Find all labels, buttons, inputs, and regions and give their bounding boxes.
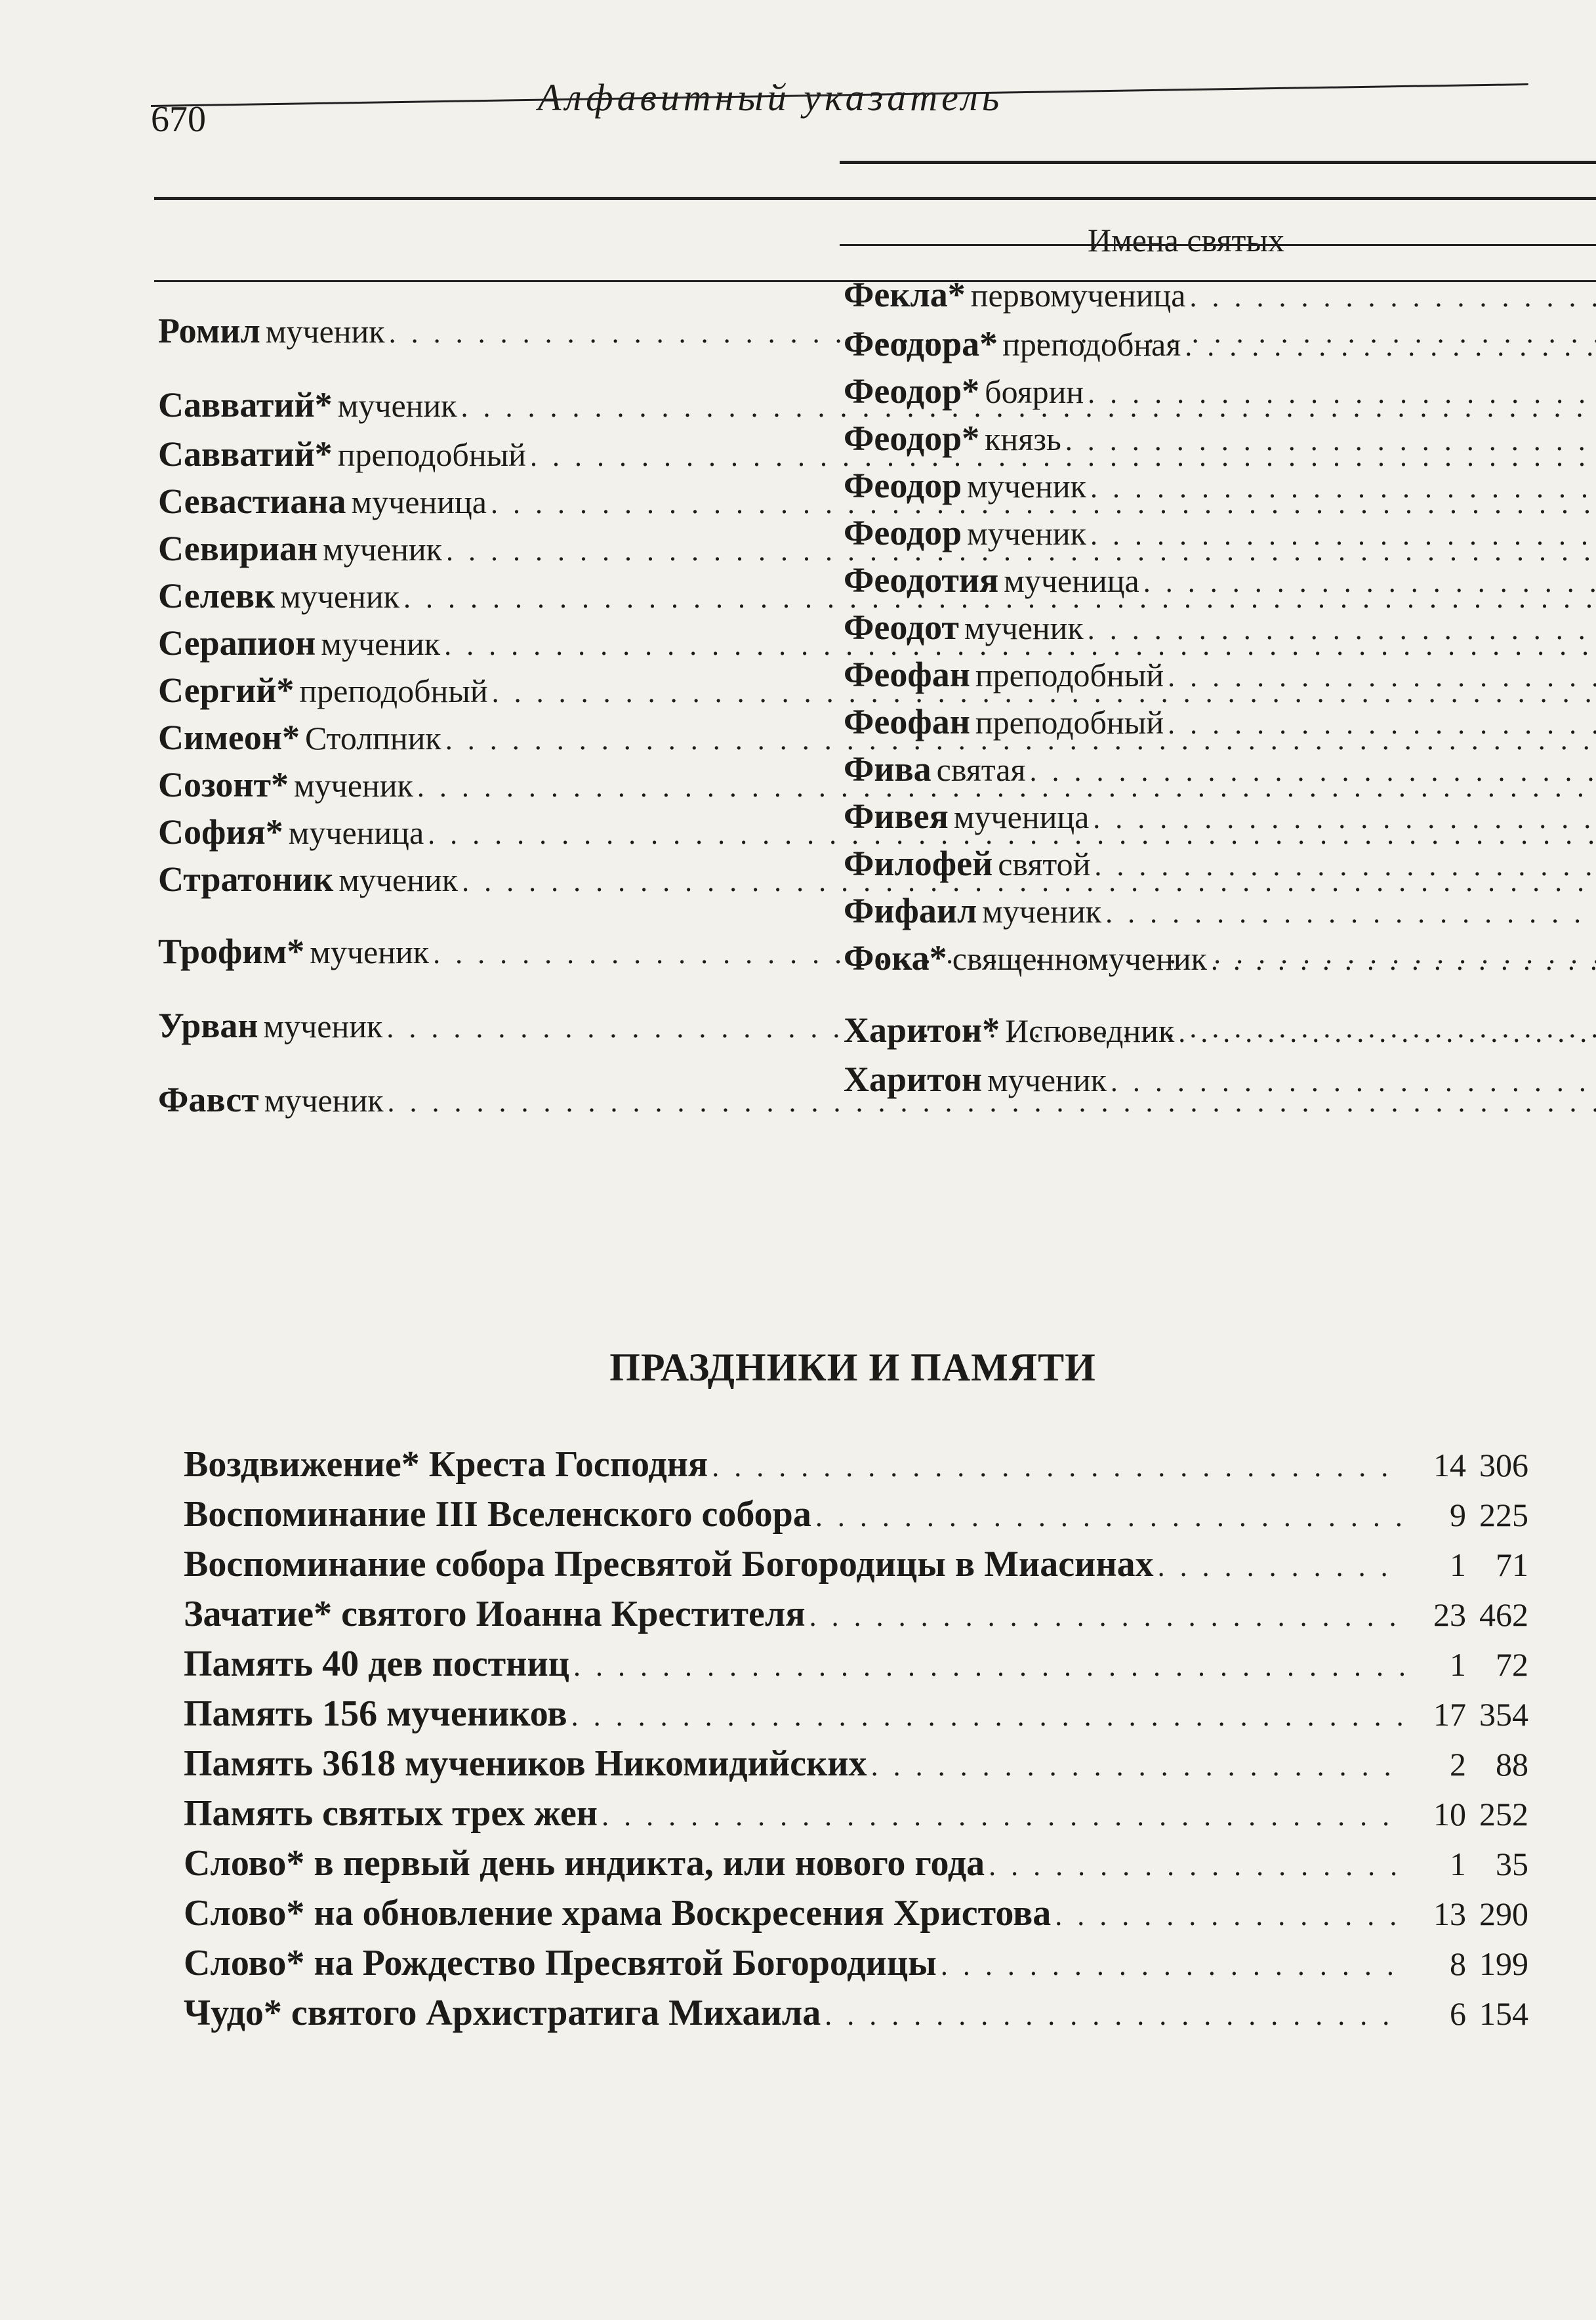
feast-day: 8 <box>1450 1945 1466 1982</box>
saint-name: Ромил <box>158 311 260 350</box>
feast-title: Воспоминание собора Пресвятой Богородицы в Миасинах <box>184 1544 1154 1585</box>
list-item <box>184 1842 1528 1892</box>
leader-dots <box>989 1849 1404 1882</box>
table-row <box>840 1056 1596 1103</box>
saint-desc: Исповедник <box>1005 1012 1175 1049</box>
saint-desc: князь <box>985 421 1061 457</box>
saint-desc: мученица <box>351 484 487 520</box>
saint-desc: мученик <box>264 1082 384 1119</box>
feast-day: 13 <box>1433 1895 1466 1932</box>
leader-dots <box>1168 707 1596 741</box>
leader-dots <box>1178 1016 1596 1049</box>
saint-desc: мученица <box>288 814 424 851</box>
saints-table-right <box>840 161 1596 1103</box>
saint-name: Фивея <box>844 797 949 836</box>
saint-desc: мученик <box>987 1062 1107 1098</box>
saint-name: Феодотия <box>844 560 999 600</box>
table-row <box>840 840 1596 887</box>
leader-dots <box>1111 1065 1596 1098</box>
leader-dots <box>1093 802 1596 835</box>
leader-dots <box>809 1600 1404 1633</box>
saint-desc: мученица <box>953 798 1090 835</box>
saint-name: Феодор* <box>844 419 980 458</box>
saint-desc: преподобный <box>975 704 1164 741</box>
leader-dots <box>1185 329 1596 363</box>
saint-desc: мученик <box>263 1008 383 1045</box>
saint-desc: святой <box>998 846 1091 882</box>
list-item <box>184 1693 1528 1743</box>
feast-title: Слово* на обновление храма Воскресения Христова <box>184 1893 1052 1934</box>
saint-name: Фока* <box>844 938 947 978</box>
column-header-names <box>840 163 1596 245</box>
saint-name: Феодор* <box>844 371 980 411</box>
list-item <box>184 1593 1528 1643</box>
saint-name: Феодора* <box>844 324 998 363</box>
feast-page: 354 <box>1479 1696 1528 1733</box>
saint-desc: священномученик <box>952 940 1207 977</box>
saint-desc: первомученица <box>970 277 1186 314</box>
feast-title: Память 40 дев постниц <box>184 1644 569 1684</box>
saint-name: Серапион <box>158 623 316 663</box>
saint-name: Фива <box>844 749 931 789</box>
list-item <box>184 1493 1528 1543</box>
saint-name: Сергий* <box>158 671 295 710</box>
feast-page: 71 <box>1496 1546 1528 1583</box>
feast-day: 1 <box>1450 1546 1466 1583</box>
table-row <box>840 651 1596 698</box>
saint-desc: святая <box>936 751 1026 788</box>
leader-dots <box>571 1699 1404 1733</box>
feast-page: 88 <box>1496 1746 1528 1783</box>
feast-page: 290 <box>1479 1895 1528 1932</box>
column-header-names: Имена святых <box>154 199 1596 281</box>
table-row <box>840 320 1596 367</box>
feasts-list <box>184 1443 1528 2042</box>
feast-day: 1 <box>1450 1846 1466 1882</box>
feast-page: 72 <box>1496 1646 1528 1683</box>
leader-dots <box>602 1799 1404 1833</box>
leader-dots <box>1088 377 1596 410</box>
leader-dots <box>815 1500 1404 1533</box>
feast-title: Чудо* святого Архистратига Михаила <box>184 1993 821 2033</box>
saint-desc: преподобная <box>1002 326 1181 363</box>
saint-name: Феофан <box>844 702 970 741</box>
table-row <box>840 934 1596 982</box>
table-row <box>840 367 1596 415</box>
list-item <box>184 1743 1528 1792</box>
saint-name: Созонт* <box>158 765 289 804</box>
leader-dots <box>1094 849 1596 882</box>
feast-page: 225 <box>1479 1497 1528 1533</box>
list-item <box>184 1792 1528 1842</box>
saint-desc: преподобный <box>337 436 526 473</box>
feast-day: 23 <box>1433 1596 1466 1633</box>
saint-name: Филофей <box>844 844 993 883</box>
feast-page: 199 <box>1479 1945 1528 1982</box>
leader-dots <box>1168 660 1596 694</box>
leader-dots <box>941 1949 1404 1982</box>
feast-title: Слово* в первый день индикта, или нового года <box>184 1843 985 1884</box>
table-row <box>840 982 1596 1056</box>
saint-name: Фекла* <box>844 275 966 314</box>
feast-title: Память 3618 мучеников Никомидийских <box>184 1743 867 1784</box>
saint-desc: мученик <box>265 313 385 350</box>
saint-desc: мученик <box>323 531 442 568</box>
feast-day: 9 <box>1450 1497 1466 1533</box>
feast-day: 14 <box>1433 1447 1466 1483</box>
feast-title: Слово* на Рождество Пресвятой Богородицы <box>184 1943 937 1983</box>
saint-name: Селевк <box>158 576 276 615</box>
saint-desc: преподобный <box>975 657 1164 694</box>
saint-desc: мученик <box>982 893 1102 930</box>
running-head-title: Алфавитный указатель <box>538 76 1004 119</box>
saint-name: Фавст <box>158 1080 259 1119</box>
saint-desc: мученица <box>1004 562 1139 599</box>
table-row <box>840 604 1596 651</box>
feast-day: 2 <box>1450 1746 1466 1783</box>
leader-dots <box>1090 471 1596 505</box>
feast-day: 1 <box>1450 1646 1466 1683</box>
leader-dots <box>1105 896 1596 930</box>
feast-page: 306 <box>1479 1447 1528 1483</box>
list-item <box>184 1992 1528 2042</box>
saint-name: Фифаил <box>844 891 977 930</box>
saint-desc: мученик <box>294 767 413 804</box>
leader-dots <box>825 1999 1404 2032</box>
saint-name: Харитон <box>844 1060 983 1099</box>
saint-name: Стратоник <box>158 860 334 899</box>
feast-title: Память 156 мучеников <box>184 1693 567 1734</box>
leader-dots <box>573 1649 1404 1683</box>
table-row <box>840 245 1596 321</box>
table-row <box>840 698 1596 745</box>
running-head <box>151 39 1528 138</box>
leader-dots <box>1158 1550 1404 1583</box>
saint-desc: мученик <box>310 934 430 970</box>
saint-desc: мученик <box>338 861 459 898</box>
saint-name: Трофим* <box>158 932 305 971</box>
saint-name: Симеон* <box>158 718 300 757</box>
leader-dots <box>1055 1899 1404 1932</box>
saint-desc: мученик <box>337 387 457 424</box>
saint-desc: мученик <box>321 625 441 662</box>
leader-dots <box>1090 518 1596 552</box>
table-row <box>840 415 1596 462</box>
leader-dots <box>712 1450 1404 1483</box>
saint-desc: преподобный <box>299 673 488 709</box>
feast-page: 35 <box>1496 1846 1528 1882</box>
leader-dots <box>871 1749 1404 1783</box>
table-row <box>840 462 1596 509</box>
feast-day: 17 <box>1433 1696 1466 1733</box>
leader-dots <box>1088 613 1596 646</box>
leader-dots <box>1211 943 1596 977</box>
saint-desc: Столпник <box>304 720 441 756</box>
saint-desc: боярин <box>985 373 1084 410</box>
saint-name: Севириан <box>158 529 318 568</box>
saint-desc: мученик <box>280 578 399 615</box>
list-item <box>184 1892 1528 1942</box>
list-item <box>184 1643 1528 1693</box>
leader-dots <box>1029 755 1596 788</box>
feast-page: 154 <box>1479 1995 1528 2032</box>
feast-title: Память святых трех жен <box>184 1793 598 1834</box>
table-row <box>840 745 1596 793</box>
saint-name: София* <box>158 812 283 852</box>
section-heading-feasts: ПРАЗДНИКИ И ПАМЯТИ <box>609 1346 1096 1389</box>
leader-dots <box>1065 424 1596 457</box>
saint-name: Феодор <box>844 466 962 505</box>
table-row <box>840 793 1596 840</box>
table-row <box>840 556 1596 604</box>
feast-page: 462 <box>1479 1596 1528 1633</box>
table-row <box>840 509 1596 556</box>
saint-name: Харитон* <box>844 1010 1000 1050</box>
leader-dots <box>1189 280 1596 314</box>
saint-desc: мученик <box>967 468 1086 505</box>
feast-title: Воздвижение* Креста Господня <box>184 1444 708 1485</box>
feast-day: 6 <box>1450 1995 1466 2032</box>
feast-day: 10 <box>1433 1796 1466 1833</box>
saint-name: Савватий* <box>158 434 333 474</box>
saint-name: Савватий* <box>158 385 333 425</box>
table-row <box>840 887 1596 934</box>
saint-name: Феодот <box>844 608 959 647</box>
saint-name: Урван <box>158 1006 258 1045</box>
saint-name: Феофан <box>844 655 970 694</box>
saint-desc: мученик <box>964 610 1084 646</box>
leader-dots <box>1143 566 1596 599</box>
page-number: 670 <box>151 99 206 140</box>
feast-title: Воспоминание III Вселенского собора <box>184 1494 811 1535</box>
list-item <box>184 1543 1528 1593</box>
saint-name: Севастиана <box>158 482 346 521</box>
saint-name: Феодор <box>844 513 962 552</box>
list-item <box>184 1942 1528 1992</box>
feast-page: 252 <box>1479 1796 1528 1833</box>
saint-desc: мученик <box>967 515 1086 552</box>
feast-title: Зачатие* святого Иоанна Крестителя <box>184 1594 806 1634</box>
list-item <box>184 1443 1528 1493</box>
